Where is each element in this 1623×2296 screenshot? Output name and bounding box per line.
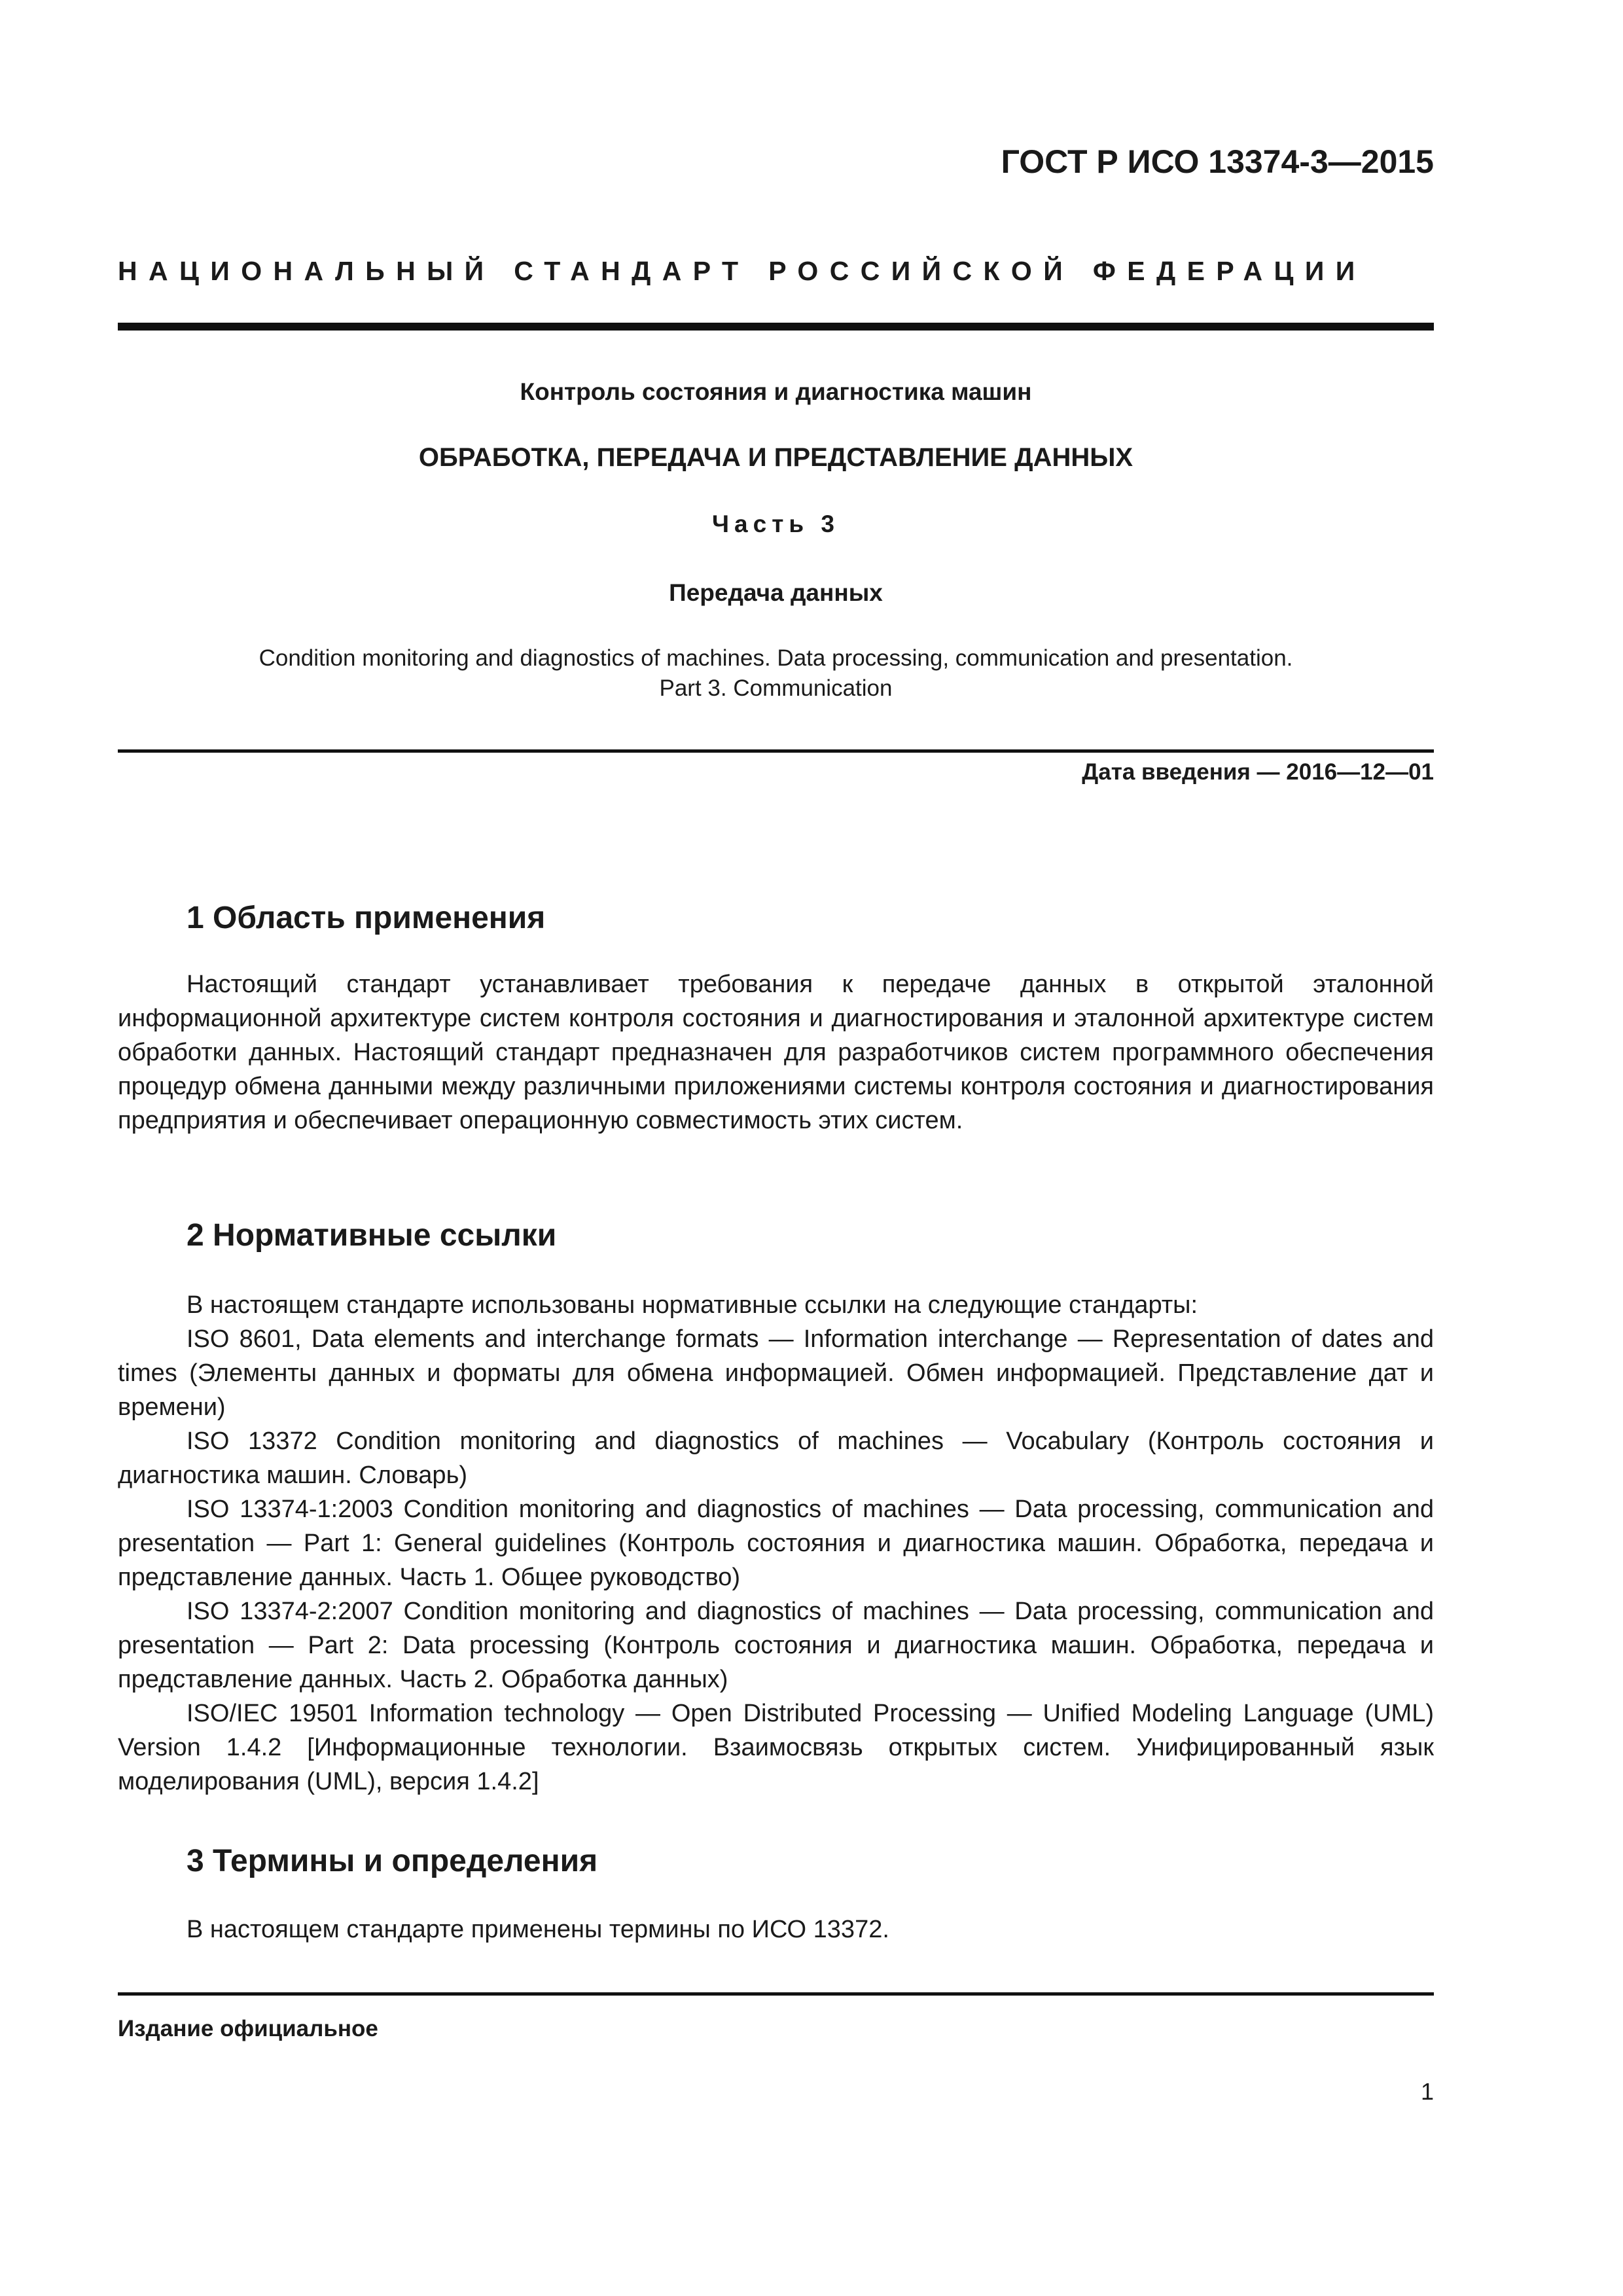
- reference-iso-iec-19501: ISO/IEC 19501 Information technology — Open Distributed Processing — Unified Modeling Language (UML) Version 1.4.2 [Информационные технологии. Взаимосвязь открытых систем. Унифицированный язык моделирования (UML), версия 1.4.2]: [118, 1700, 1434, 1795]
- paragraph: Настоящий стандарт устанавливает требования к передаче данных в открытой эталонной информационной архитектуре систем контроля состояния и диагностирования и эталонной архитектуре систем обработки данных. Настоящий стандарт предназначен для разработчиков систем программного обеспечения процедур обмена данными между различными приложениями системы контроля состояния и диагностирования предприятия и обеспечивает операционную совместимость этих систем.: [118, 971, 1434, 1134]
- paragraph: В настоящем стандарте использованы нормативные ссылки на следующие стандарты:: [187, 1291, 1198, 1319]
- english-title: [118, 643, 1434, 704]
- section-1-body: [118, 967, 1434, 1138]
- part-title: Передача данных: [669, 579, 883, 606]
- reference-iso-13372: ISO 13372 Condition monitoring and diagnostics of machines — Vocabulary (Контроль состояния и диагностика машин. Словарь): [118, 1427, 1434, 1489]
- document-subject: Контроль состояния и диагностика машин: [520, 378, 1032, 405]
- section-3-body: [118, 1912, 1434, 1946]
- national-standard-banner: НАЦИОНАЛЬНЫЙ СТАНДАРТ РОССИЙСКОЙ ФЕДЕРАЦИИ: [118, 256, 1366, 286]
- reference-iso-13374-1: ISO 13374-1:2003 Condition monitoring and diagnostics of machines — Data processing, communication and presentation — Part 1: General guidelines (Контроль состояния и диагностика машин. Обработка, передача и представление данных. Часть 1. Общее руководство): [118, 1496, 1434, 1591]
- reference-iso-8601: ISO 8601, Data elements and interchange formats — Information interchange — Representation of dates and times (Элементы данных и форматы для обмена информацией. Обмен информацией. Представление дат и времени): [118, 1325, 1434, 1421]
- english-title-line-2: Part 3. Communication: [659, 675, 893, 701]
- reference-iso-13374-2: ISO 13374-2:2007 Condition monitoring and diagnostics of machines — Data processing, communication and presentation — Part 2: Data processing (Контроль состояния и диагностика машин. Обработка, передача и представление данных. Часть 2. Обработка данных): [118, 1598, 1434, 1693]
- section-2-body: [118, 1288, 1434, 1799]
- section-2-heading: 2 Нормативные ссылки: [187, 1218, 557, 1253]
- english-title-line-1: Condition monitoring and diagnostics of machines. Data processing, communication and presentation.: [259, 645, 1293, 671]
- paragraph: В настоящем стандарте применены термины по ИСО 13372.: [187, 1916, 889, 1943]
- introduction-date: Дата введения — 2016—12—01: [1082, 759, 1434, 785]
- footer-divider: [118, 1992, 1434, 1996]
- title-divider: [118, 749, 1434, 753]
- official-edition-label: Издание официальное: [118, 2016, 378, 2041]
- section-3-heading: 3 Термины и определения: [187, 1844, 598, 1878]
- page-number: 1: [1420, 2078, 1434, 2105]
- section-1-heading: 1 Область применения: [187, 901, 546, 935]
- top-divider: [118, 323, 1434, 331]
- document-title: ОБРАБОТКА, ПЕРЕДАЧА И ПРЕДСТАВЛЕНИЕ ДАННЫХ: [418, 443, 1133, 472]
- standard-designation: ГОСТ Р ИСО 13374-3—2015: [1001, 143, 1434, 180]
- part-label: Часть 3: [712, 511, 840, 537]
